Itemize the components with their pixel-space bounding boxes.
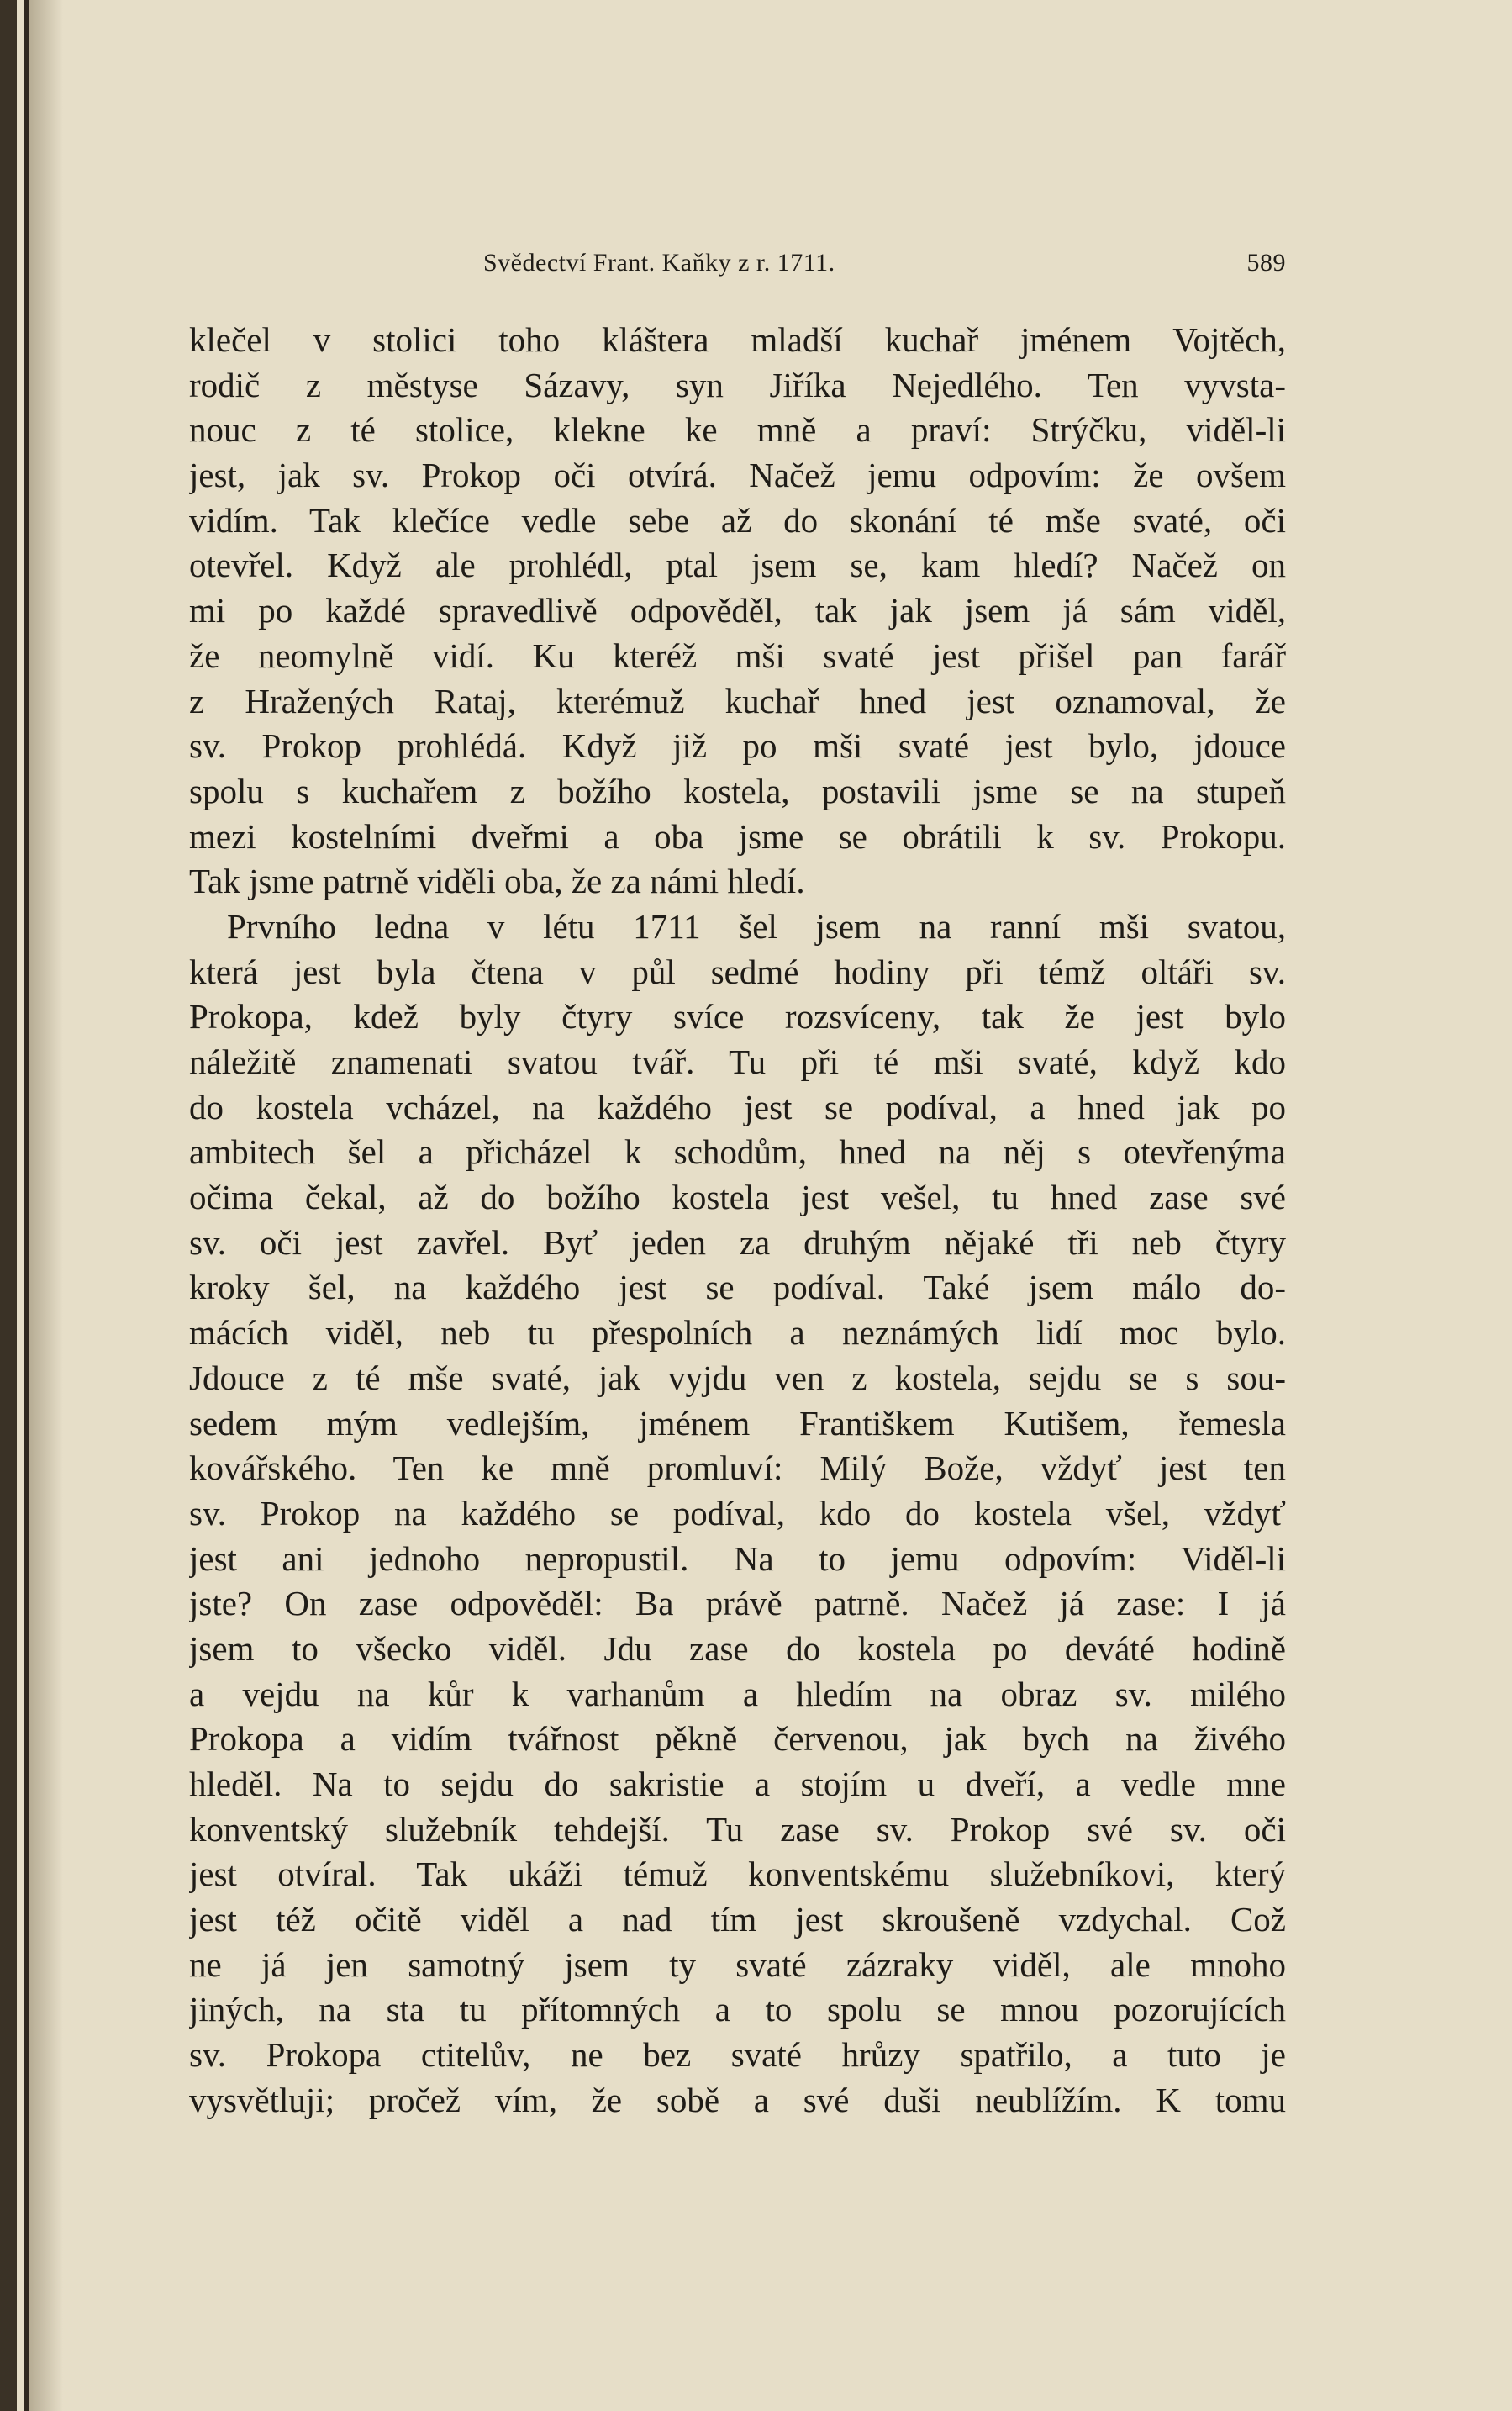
text-line: ne já jen samotný jsem ty svaté zázraky viděl, ale mnoho (189, 1944, 1286, 1984)
text-line: vidím. Tak klečíce vedle sebe až do skonání té mše svaté, oči (189, 500, 1286, 540)
text-line: a vejdu na kůr k varhanům a hledím na obraz sv. milého (189, 1674, 1286, 1713)
text-line: mácích viděl, neb tu přespolních a neznámých lidí moc bylo. (189, 1313, 1286, 1353)
text-line: do kostela vcházel, na každého jest se podíval, a hned jak po (189, 1087, 1286, 1126)
text-line: Jdouce z té mše svaté, jak vyjdu ven z kostela, sejdu se s sou- (189, 1358, 1286, 1397)
body-text (189, 318, 1286, 2123)
text-line: sv. oči jest zavřel. Byť jeden za druhým nějaké tři neb čtyry (189, 1222, 1286, 1262)
text-line: Tak jsme patrně viděli oba, že za námi hledí. (189, 862, 805, 901)
text-line: otevřel. Když ale prohlédl, ptal jsem se, kam hledí? Načež on (189, 546, 1286, 585)
page-number: 589 (1246, 249, 1286, 277)
text-line: sv. Prokop na každého se podíval, kdo do kostela všel, vždyť (189, 1493, 1286, 1533)
text-line: Prvního ledna v létu 1711 šel jsem na ranní mši svatou, (227, 906, 1286, 946)
text-line: nouc z té stolice, klekne ke mně a praví: Strýčku, viděl-li (189, 410, 1286, 450)
text-line: sedem mým vedlejším, jménem Františkem Kutišem, řemesla (189, 1403, 1286, 1443)
text-line: vysvětluji; pročež vím, že sobě a své duši neublížím. K tomu (189, 2080, 1286, 2119)
text-line: která jest byla čtena v půl sedmé hodiny při témž oltáři sv. (189, 952, 1286, 991)
text-line: Prokopa a vidím tvářnost pěkně červenou, jak bych na živého (189, 1719, 1286, 1759)
text-line: klečel v stolici toho kláštera mladší kuchař jménem Vojtěch, (189, 320, 1286, 359)
text-line: ambitech šel a přicházel k schodům, hned na něj s otevřenýma (189, 1132, 1286, 1172)
text-line: sv. Prokopa ctitelův, ne bez svaté hrůzy spatřilo, a tuto je (189, 2035, 1286, 2075)
text-line: jest též očitě viděl a nad tím jest skroušeně vzdychal. Což (189, 1900, 1286, 1939)
text-line: konventský služebník tehdejší. Tu zase sv. Prokop své sv. oči (189, 1809, 1286, 1849)
text-line: kroky šel, na každého jest se podíval. Také jsem málo do- (189, 1268, 1286, 1307)
text-line: očima čekal, až do božího kostela jest vešel, tu hned zase své (189, 1178, 1286, 1217)
text-line: mi po každé spravedlivě odpověděl, tak jak jsem já sám viděl, (189, 591, 1286, 630)
text-line: z Hražených Rataj, kterémuž kuchař hned jest oznamoval, že (189, 681, 1286, 720)
text-line: náležitě znamenati svatou tvář. Tu při té mši svaté, když kdo (189, 1042, 1286, 1081)
text-line: jsem to všecko viděl. Jdu zase do kostela po deváté hodině (189, 1628, 1286, 1668)
binding-edge (0, 0, 17, 2411)
running-title: Svědectví Frant. Kaňky z r. 1711. (483, 249, 835, 277)
text-line: jiných, na sta tu přítomných a to spolu se mnou pozorujících (189, 1990, 1286, 2029)
text-line: jste? On zase odpověděl: Ba právě patrně. Načež já zase: I já (189, 1584, 1286, 1623)
text-line: sv. Prokop prohlédá. Když již po mši svaté jest bylo, jdouce (189, 726, 1286, 766)
text-line: rodič z městyse Sázavy, syn Jiříka Nejedlého. Ten vyvsta- (189, 365, 1286, 404)
text-line: spolu s kuchařem z božího kostela, postavili jsme se na stupeň (189, 771, 1286, 810)
text-line: jest, jak sv. Prokop oči otvírá. Načež jemu odpovím: že ovšem (189, 456, 1286, 495)
text-line: kovářského. Ten ke mně promluví: Milý Bože, vždyť jest ten (189, 1448, 1286, 1488)
text-line: jest ani jednoho nepropustil. Na to jemu odpovím: Viděl-li (189, 1538, 1286, 1578)
text-line: Prokopa, kdež byly čtyry svíce rozsvíceny, tak že jest bylo (189, 997, 1286, 1037)
gutter-shadow (29, 0, 63, 2411)
text-line: hleděl. Na to sejdu do sakristie a stojím u dveří, a vedle mne (189, 1765, 1286, 1803)
text-line: že neomylně vidí. Ku kteréž mši svaté jest přišel pan farář (189, 636, 1286, 675)
text-line: mezi kostelními dveřmi a oba jsme se obrátili k sv. Prokopu. (189, 816, 1286, 856)
page-header (189, 249, 1286, 282)
text-line: jest otvíral. Tak ukáži témuž konventskému služebníkovi, který (189, 1854, 1286, 1894)
binding-line (24, 0, 29, 2411)
